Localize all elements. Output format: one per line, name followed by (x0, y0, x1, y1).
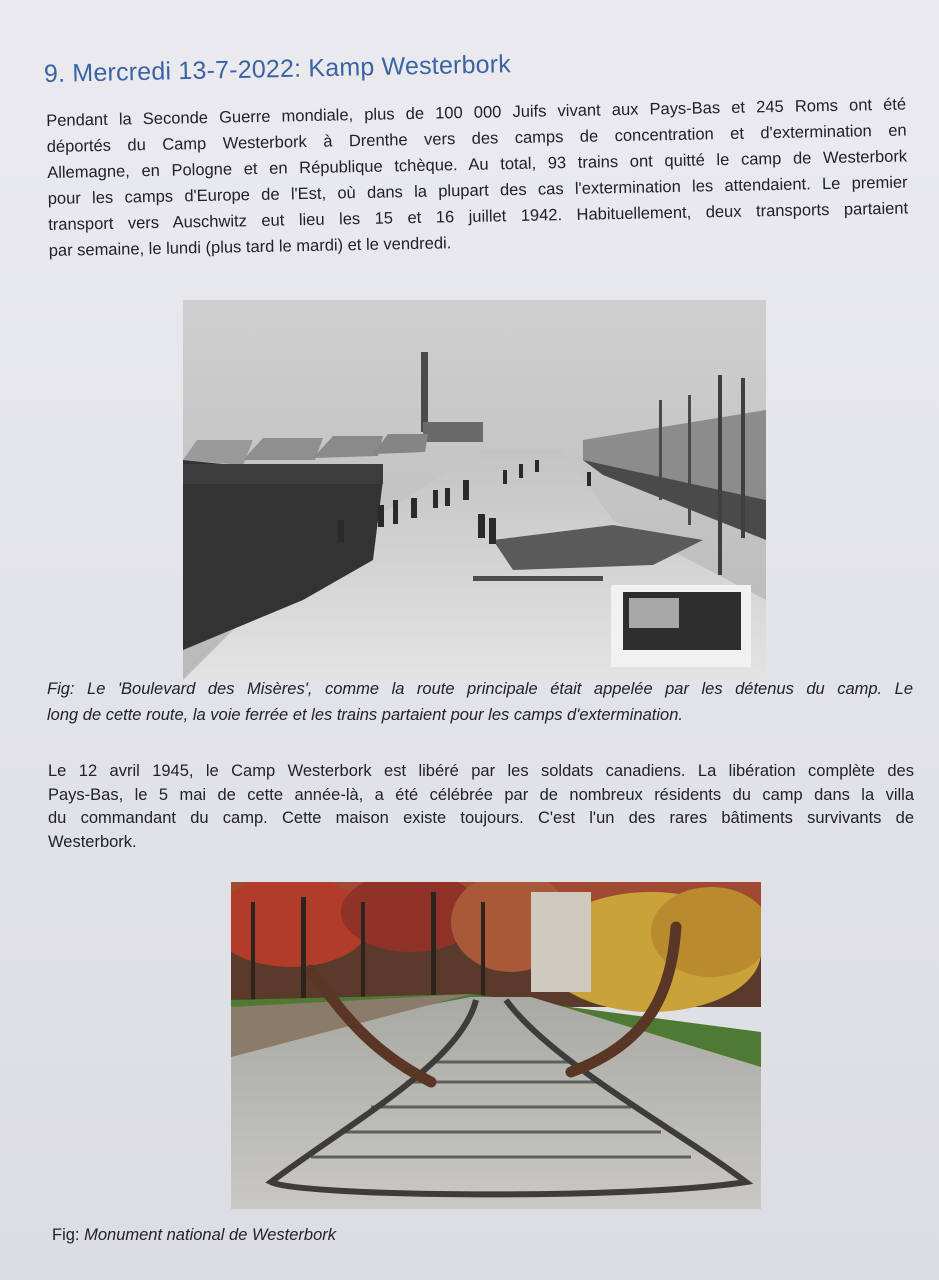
camp-boulevard-photo (183, 300, 766, 680)
section-heading: 9. Mercredi 13-7-2022: Kamp Westerbork (43, 50, 512, 88)
paragraph-line: du commandant du camp. Cette maison existe toujours. C'est l'un des rares bâtiments survivants de (48, 809, 914, 827)
caption-prefix: Fig: (52, 1226, 85, 1244)
figure2-caption (52, 1222, 336, 1248)
paragraph-line: transport vers Auschwitz eut lieu les 15 et 16 juillet 1942. Habituellement, deux transports partaient (48, 199, 909, 234)
paragraph-line: Allemagne, en Pologne et en République tchèque. Au total, 93 trains ont quitté le camp de Westerbork (47, 147, 908, 182)
paragraph-line: Westerbork. (48, 832, 137, 851)
caption-line: Fig: Le 'Boulevard des Misères', comme la route principale était appelée par les détenus du camp. Le (47, 680, 913, 698)
liberation-paragraph (48, 760, 914, 854)
caption-line: long de cette route, la voie ferrée et les trains partaient pour les camps d'extermination. (47, 706, 683, 724)
paragraph-line: par semaine, le lundi (plus tard le mardi) et le vendredi. (48, 234, 452, 260)
monument-photo (231, 882, 761, 1209)
paragraph-line: pour les camps d'Europe de l'Est, où dans la plupart des cas l'extermination les attendaient. Le premier (47, 173, 908, 208)
paragraph-line: Pendant la Seconde Guerre mondiale, plus de 100 000 Juifs vivant aux Pays-Bas et 245 Roms ont été (46, 95, 907, 130)
paragraph-line: déportés du Camp Westerbork à Drenthe vers des camps de concentration et d'extermination en (46, 121, 907, 156)
paragraph-line: Pays-Bas, le 5 mai de cette année-là, a été célébrée par de nombreux résidents du camp dans la villa (48, 785, 914, 804)
figure1-caption (47, 676, 913, 728)
intro-paragraph (46, 91, 909, 263)
paragraph-line: Le 12 avril 1945, le Camp Westerbork est libéré par les soldats canadiens. La libération complète des (48, 762, 914, 780)
caption-title: Monument national de Westerbork (84, 1226, 337, 1244)
